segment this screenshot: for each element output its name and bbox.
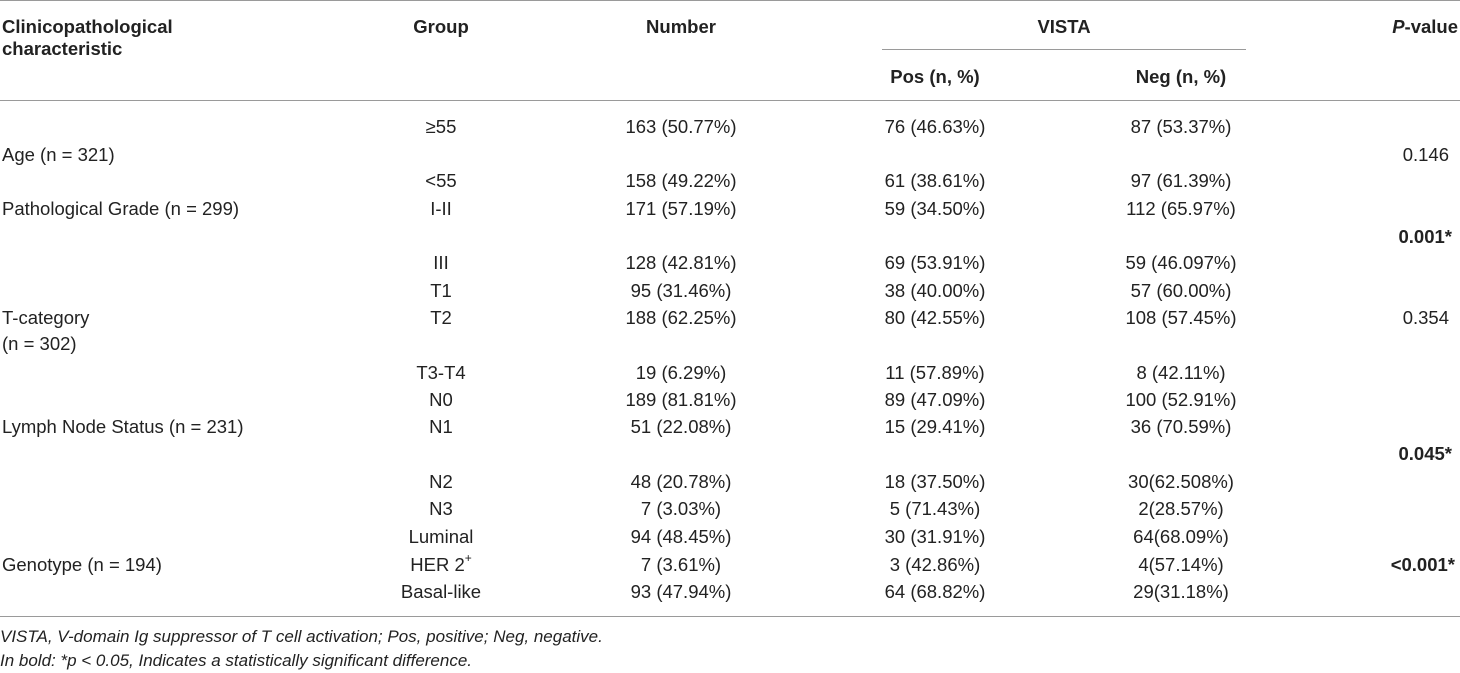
cell-number: 128 (42.81%) [625,252,737,273]
cell-neg: 8 (42.11%) [1136,362,1226,383]
pvalue-genotype: <0.001* [1390,554,1455,575]
cell-number: 163 (50.77%) [625,116,737,137]
pvalue-age: 0.146 [1402,144,1449,165]
header-pvalue [1392,16,1458,38]
cell-number: 48 (20.78%) [630,471,732,492]
cell-number: 51 (22.08%) [630,416,732,437]
header-number: Number [646,16,716,37]
char-age: Age (n = 321) [2,144,115,165]
cell-neg: 64(68.09%) [1133,526,1229,547]
cell-pos: 89 (47.09%) [884,389,986,410]
char-grade: Pathological Grade (n = 299) [2,198,240,219]
char-lymph: Lymph Node Status (n = 231) [2,416,244,437]
pvalue-lymph: 0.045* [1398,443,1452,464]
cell-neg: 59 (46.097%) [1125,252,1237,273]
cell-neg: 29(31.18%) [1133,581,1229,602]
cell-neg: 4(57.14%) [1138,554,1224,575]
cell-neg: 36 (70.59%) [1130,416,1232,437]
cell-group: T2 [430,307,452,328]
cell-pos: 64 (68.82%) [884,581,986,602]
pvalue-tcat: 0.354 [1402,307,1449,328]
cell-group: I-II [430,198,452,219]
header-neg: Neg (n, %) [1135,66,1227,87]
cell-number: 171 (57.19%) [625,198,737,219]
cell-number: 188 (62.25%) [625,307,737,328]
table-bottom-rule [0,616,1460,617]
header-bottom-rule [0,100,1460,101]
cell-group: T3-T4 [416,362,466,383]
char-genotype: Genotype (n = 194) [2,554,162,575]
cell-neg: 97 (61.39%) [1130,170,1232,191]
cell-pos: 80 (42.55%) [884,307,986,328]
cell-neg: 100 (52.91%) [1125,389,1237,410]
cell-pos: 76 (46.63%) [884,116,986,137]
cell-number: 19 (6.29%) [635,362,727,383]
cell-pos: 5 (71.43%) [889,498,981,519]
cell-group: N2 [429,471,453,492]
cell-number: 94 (48.45%) [630,526,732,547]
cell-group: N1 [429,416,453,437]
cell-number: 7 (3.03%) [640,498,722,519]
char-tcat-line2: (n = 302) [2,333,77,354]
cell-pos: 38 (40.00%) [884,280,986,301]
cell-group: T1 [430,280,452,301]
header-pos: Pos (n, %) [890,66,980,87]
footnote-abbreviations: VISTA, V-domain Ig suppressor of T cell activation; Pos, positive; Neg, negative. [0,627,603,646]
cell-group: N0 [429,389,453,410]
cell-pos: 69 (53.91%) [884,252,986,273]
footnote-significance: In bold: *p < 0.05, Indicates a statistically significant difference. [0,651,473,670]
header-group: Group [413,16,469,37]
vista-rule [882,49,1246,50]
cell-pos: 18 (37.50%) [884,471,986,492]
header-pvalue-italic: P [1392,16,1405,37]
cell-number: 7 (3.61%) [640,554,722,575]
cell-group: <55 [425,170,457,191]
cell-group: Luminal [408,526,474,547]
cell-neg: 30(62.508%) [1128,471,1234,492]
cell-neg: 87 (53.37%) [1130,116,1232,137]
cell-neg: 57 (60.00%) [1130,280,1232,301]
cell-pos: 3 (42.86%) [889,554,981,575]
cell-group-sup: + [464,550,472,565]
cell-neg: 2(28.57%) [1138,498,1224,519]
pvalue-grade: 0.001* [1398,226,1452,247]
header-pvalue-rest: -value [1404,16,1458,37]
cell-pos: 15 (29.41%) [884,416,986,437]
cell-number: 95 (31.46%) [630,280,732,301]
top-rule [0,0,1460,1]
cell-group: Basal-like [400,581,482,602]
cell-group-text: HER 2 [410,554,465,575]
cell-number: 158 (49.22%) [625,170,737,191]
cell-group: III [433,252,449,273]
header-vista: VISTA [1037,16,1091,37]
cell-pos: 61 (38.61%) [884,170,986,191]
cell-number: 189 (81.81%) [625,389,737,410]
cell-group: N3 [429,498,453,519]
cell-number: 93 (47.94%) [630,581,732,602]
cell-group [410,550,472,576]
header-characteristic: Clinicopathological characteristic [2,16,173,59]
cell-pos: 59 (34.50%) [884,198,986,219]
cell-pos: 30 (31.91%) [884,526,986,547]
cell-group: ≥55 [425,116,457,137]
char-tcat-line1: T-category [2,307,90,328]
cell-neg: 108 (57.45%) [1125,307,1237,328]
cell-pos: 11 (57.89%) [885,362,985,383]
cell-neg: 112 (65.97%) [1126,198,1236,219]
